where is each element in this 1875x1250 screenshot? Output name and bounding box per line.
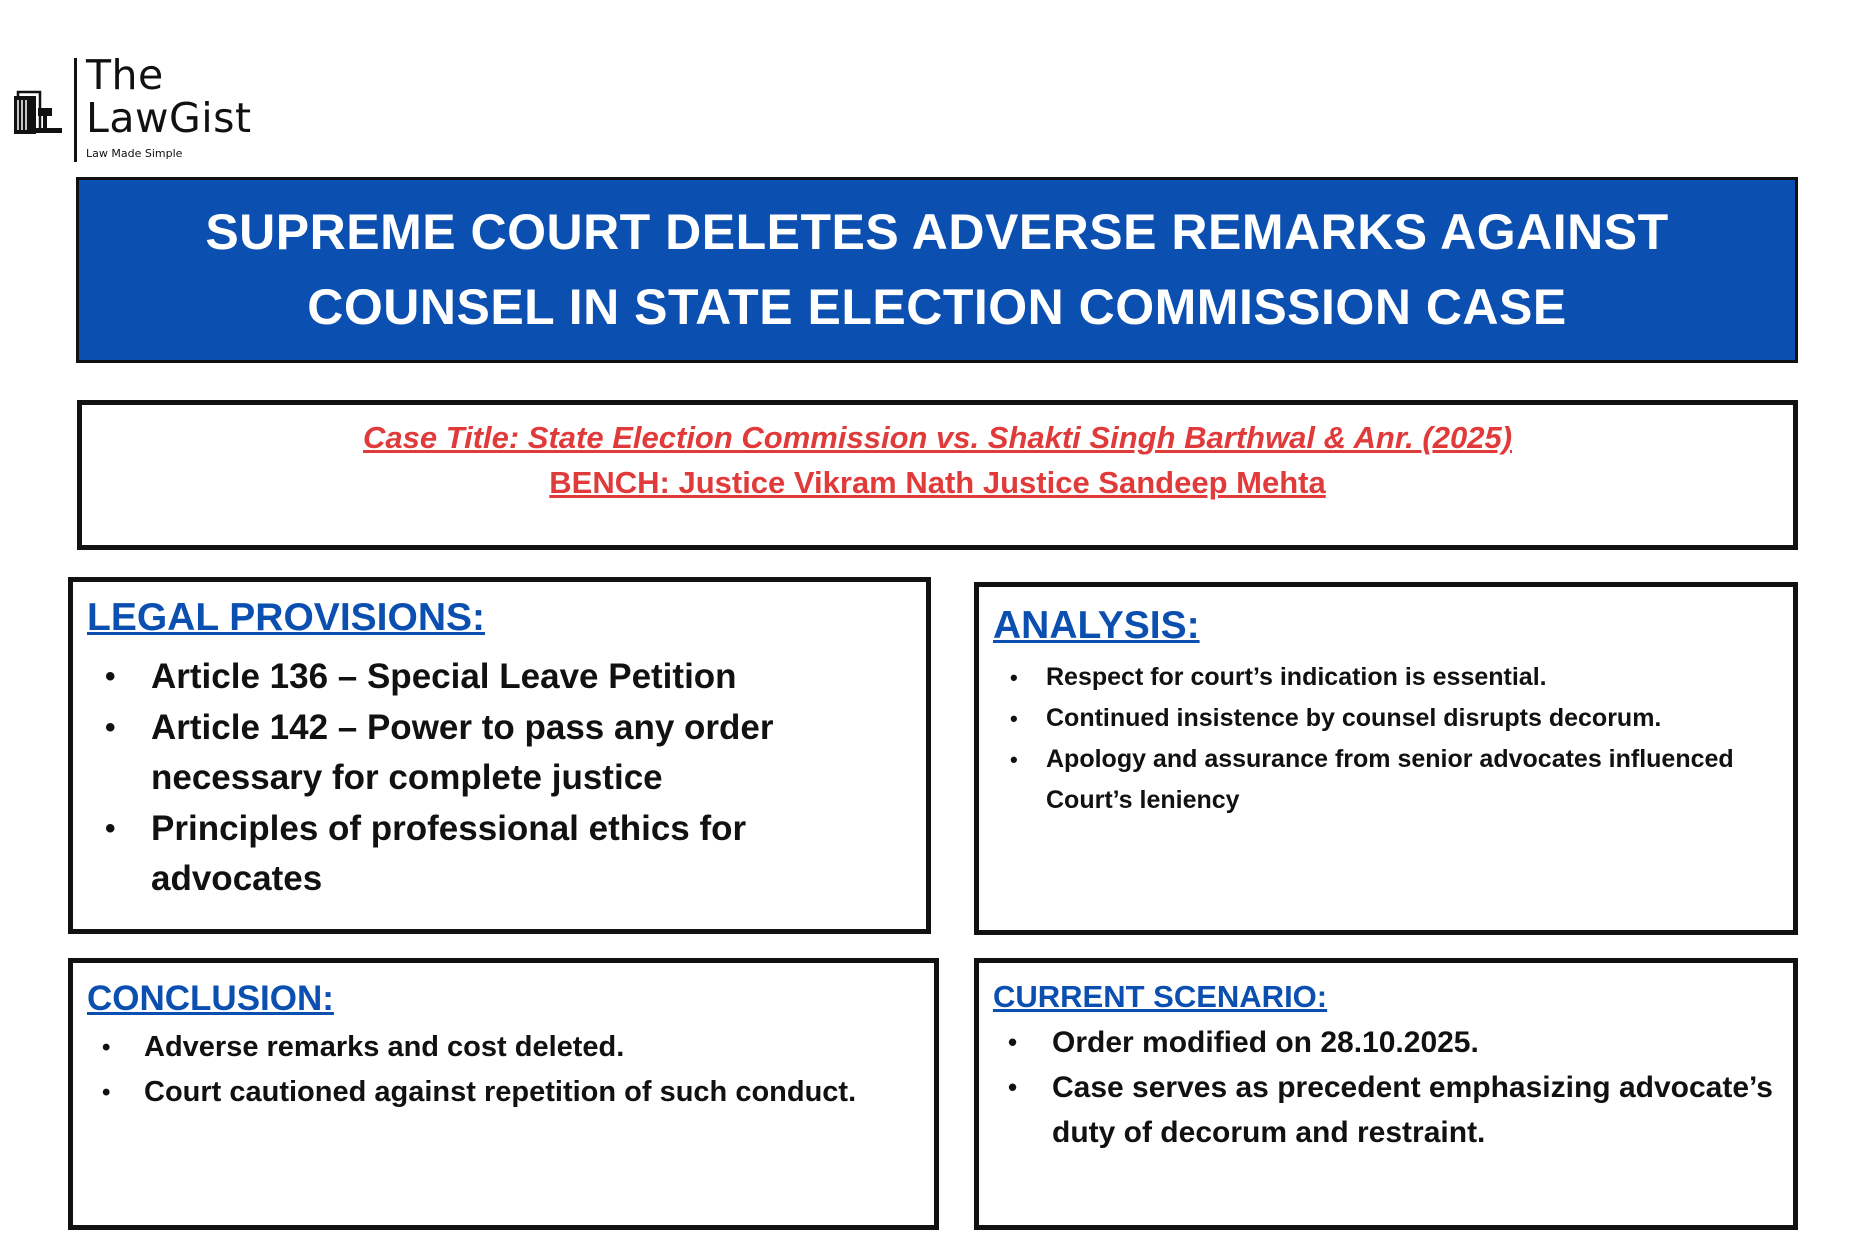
conclusion-list — [144, 1025, 904, 1115]
analysis-panel — [974, 582, 1798, 935]
current-scenario-list — [1052, 1020, 1782, 1155]
list-item: • Case serves as precedent emphasizing advocate’s duty of decorum and restraint. — [1052, 1065, 1782, 1155]
logo-line-1: The — [86, 51, 164, 99]
list-item: • Order modified on 28.10.2025. — [1052, 1020, 1782, 1065]
case-details-box — [77, 400, 1798, 550]
case-title: Case Title: State Election Commission vs. Shakti Singh Barthwal & Anr. (2025) — [362, 420, 1513, 455]
brand-logo — [12, 51, 282, 164]
current-scenario-panel — [974, 958, 1798, 1230]
headline-banner — [76, 177, 1798, 363]
book-gavel-icon — [12, 84, 68, 140]
list-item: • Article 142 – Power to pass any order necessary for complete justice — [151, 703, 911, 804]
logo-divider — [74, 58, 77, 162]
legal-provisions-list — [151, 652, 911, 905]
conclusion-panel — [68, 958, 939, 1230]
logo-wordmark — [86, 51, 252, 142]
bench-info: BENCH: Justice Vikram Nath Justice Sandeep Mehta — [549, 465, 1326, 500]
page-title-line-2: COUNSEL IN STATE ELECTION COMMISSION CASE — [307, 279, 1567, 335]
conclusion-heading: CONCLUSION: — [87, 979, 334, 1018]
list-item: • Principles of professional ethics for advocates — [151, 804, 911, 905]
legal-provisions-panel — [68, 577, 931, 934]
list-item: • Respect for court’s indication is essential. — [1046, 657, 1791, 698]
analysis-heading: ANALYSIS: — [993, 604, 1200, 647]
list-item: • Adverse remarks and cost deleted. — [144, 1025, 904, 1070]
list-item: • Court cautioned against repetition of such conduct. — [144, 1070, 904, 1115]
list-item: • Article 136 – Special Leave Petition — [151, 652, 911, 703]
current-scenario-heading: CURRENT SCENARIO: — [993, 979, 1328, 1014]
analysis-list — [1046, 657, 1791, 821]
list-item: • Continued insistence by counsel disrupts decorum. — [1046, 698, 1791, 739]
logo-line-2: LawGist — [86, 94, 252, 142]
list-item: • Apology and assurance from senior advocates influenced Court’s leniency — [1046, 739, 1791, 821]
page-title — [205, 195, 1668, 345]
logo-tagline: Law Made Simple — [86, 147, 183, 160]
legal-provisions-heading: LEGAL PROVISIONS: — [87, 596, 485, 639]
page-title-line-1: SUPREME COURT DELETES ADVERSE REMARKS AGAINST — [205, 204, 1669, 260]
